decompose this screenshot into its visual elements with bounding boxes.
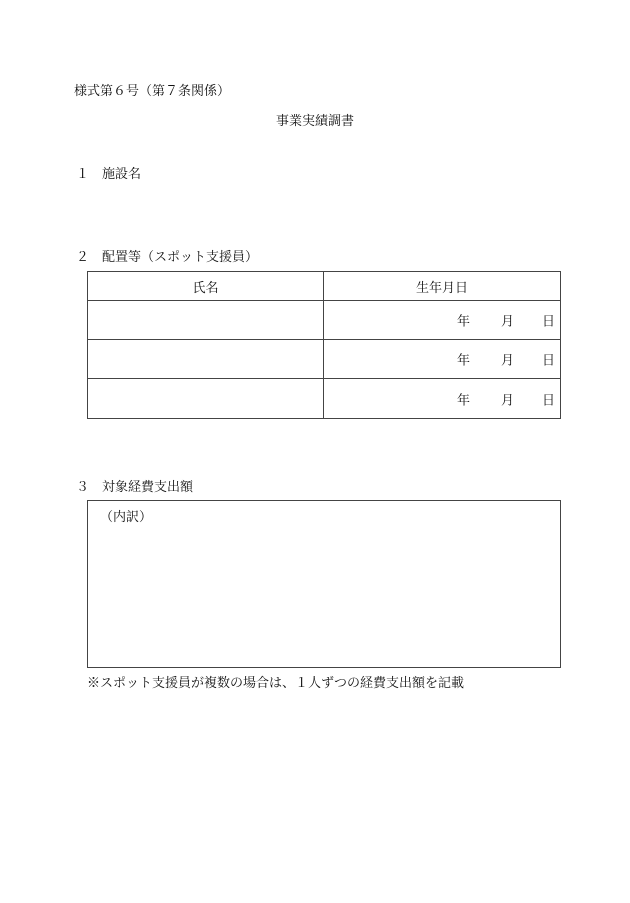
section-staff-assignment <box>76 251 258 264</box>
year-label: 年 <box>457 393 471 408</box>
name-cell[interactable] <box>88 301 324 340</box>
breakdown-box[interactable] <box>87 500 561 668</box>
day-label: 日 <box>542 314 556 330</box>
staff-table <box>87 271 561 419</box>
table-row <box>88 340 561 379</box>
section-label: 施設名 <box>102 167 142 182</box>
section-label: 対象経費支出額 <box>102 480 194 495</box>
section-facility-name <box>76 168 141 181</box>
day-label: 日 <box>542 353 556 369</box>
birthdate-cell[interactable] <box>324 379 561 419</box>
document-title: 事業実績調書 <box>276 114 355 129</box>
month-label: 月 <box>501 314 515 330</box>
breakdown-label: （内訳） <box>100 510 153 525</box>
section-label: 配置等（スポット支援員） <box>102 250 259 265</box>
table-row <box>88 301 561 340</box>
day-label: 日 <box>542 393 556 408</box>
section-number: １ <box>76 167 90 182</box>
footnote: ※スポット支援員が複数の場合は、１人ずつの経費支出額を記載 <box>87 676 465 691</box>
section-number: ３ <box>76 480 90 495</box>
table-header-row <box>88 272 561 301</box>
form-number: 様式第６号（第７条関係） <box>74 84 231 99</box>
table-row <box>88 379 561 419</box>
name-cell[interactable] <box>88 379 324 419</box>
month-label: 月 <box>501 393 515 408</box>
section-expenditure <box>76 481 193 494</box>
birthdate-cell[interactable] <box>324 340 561 379</box>
year-label: 年 <box>457 353 471 369</box>
year-label: 年 <box>457 314 471 330</box>
name-cell[interactable] <box>88 340 324 379</box>
birthdate-cell[interactable] <box>324 301 561 340</box>
header-name: 氏名 <box>88 272 324 301</box>
section-number: ２ <box>76 250 90 265</box>
month-label: 月 <box>501 353 515 369</box>
header-birthdate: 生年月日 <box>324 272 561 301</box>
